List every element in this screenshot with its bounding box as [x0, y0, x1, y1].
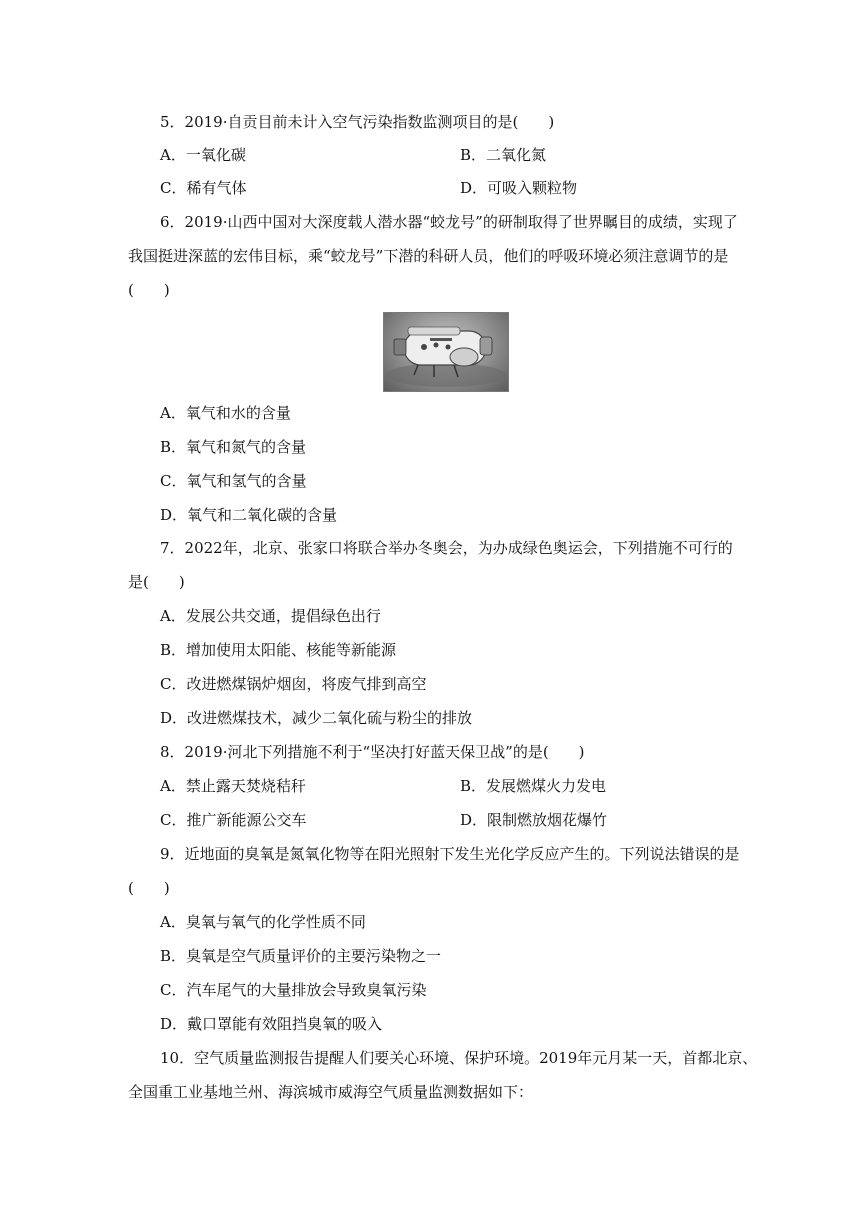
q8-option-a: A．禁止露天焚烧秸秆 [160, 777, 306, 795]
q8-option-d: D．限制燃放烟花爆竹 [460, 811, 608, 829]
q9-stem-line-2: ( ) [128, 879, 170, 897]
q8-stem: 8．2019·河北下列措施不利于“坚决打好蓝天保卫战”的是( ) [160, 743, 585, 761]
q9-option-c: C．汽车尾气的大量排放会导致臭氧污染 [160, 981, 427, 999]
submersible-photo-icon [383, 312, 509, 392]
q6-stem-line-1: 6．2019·山西中国对大深度载人潜水器“蛟龙号”的研制取得了世界瞩目的成绩，实现了 [160, 213, 738, 231]
q7-option-d: D．改进燃煤技术，减少二氧化硫与粉尘的排放 [160, 709, 473, 727]
q6-option-a: A．氧气和水的含量 [160, 404, 291, 422]
q5-stem: 5．2019·自贡目前未计入空气污染指数监测项目的是( ) [160, 113, 555, 131]
q9-option-d: D．戴口罩能有效阻挡臭氧的吸入 [160, 1015, 383, 1033]
q6-stem-line-3: ( ) [128, 281, 170, 299]
q5-option-d: D．可吸入颗粒物 [460, 179, 578, 197]
q8-option-c: C．推广新能源公交车 [160, 811, 307, 829]
q10-stem-line-1: 10．空气质量监测报告提醒人们要关心环境、保护环境。2019年元月某一天，首都北京、 [160, 1049, 758, 1067]
q7-stem-line-1: 7．2022年，北京、张家口将联合举办冬奥会，为办成绿色奥运会，下列措施不可行的 [160, 539, 733, 557]
q10-stem-line-2: 全国重工业基地兰州、海滨城市威海空气质量监测数据如下： [128, 1083, 534, 1101]
q5-option-c: C．稀有气体 [160, 179, 247, 197]
q6-option-c: C．氧气和氢气的含量 [160, 472, 307, 490]
q6-stem-line-2: 我国挺进深蓝的宏伟目标，乘“蛟龙号”下潜的科研人员，他们的呼吸环境必须注意调节的是 [128, 247, 729, 265]
q5-option-b: B．二氧化氮 [460, 146, 547, 164]
q9-option-a: A．臭氧与氧气的化学性质不同 [160, 913, 366, 931]
q7-option-a: A．发展公共交通，提倡绿色出行 [160, 607, 381, 625]
q6-option-b: B．氧气和氮气的含量 [160, 438, 307, 456]
q8-option-b: B．发展燃煤火力发电 [460, 777, 607, 795]
q5-option-a: A．一氧化碳 [160, 146, 246, 164]
q9-stem-line-1: 9．近地面的臭氧是氮氧化物等在阳光照射下发生光化学反应产生的。下列说法错误的是 [160, 845, 740, 863]
q7-stem-line-2: 是( ) [128, 573, 185, 591]
q7-option-b: B．增加使用太阳能、核能等新能源 [160, 641, 397, 659]
q6-option-d: D．氧气和二氧化碳的含量 [160, 506, 338, 524]
q7-option-c: C．改进燃煤锅炉烟囱，将废气排到高空 [160, 675, 427, 693]
q9-option-b: B．臭氧是空气质量评价的主要污染物之一 [160, 947, 442, 965]
